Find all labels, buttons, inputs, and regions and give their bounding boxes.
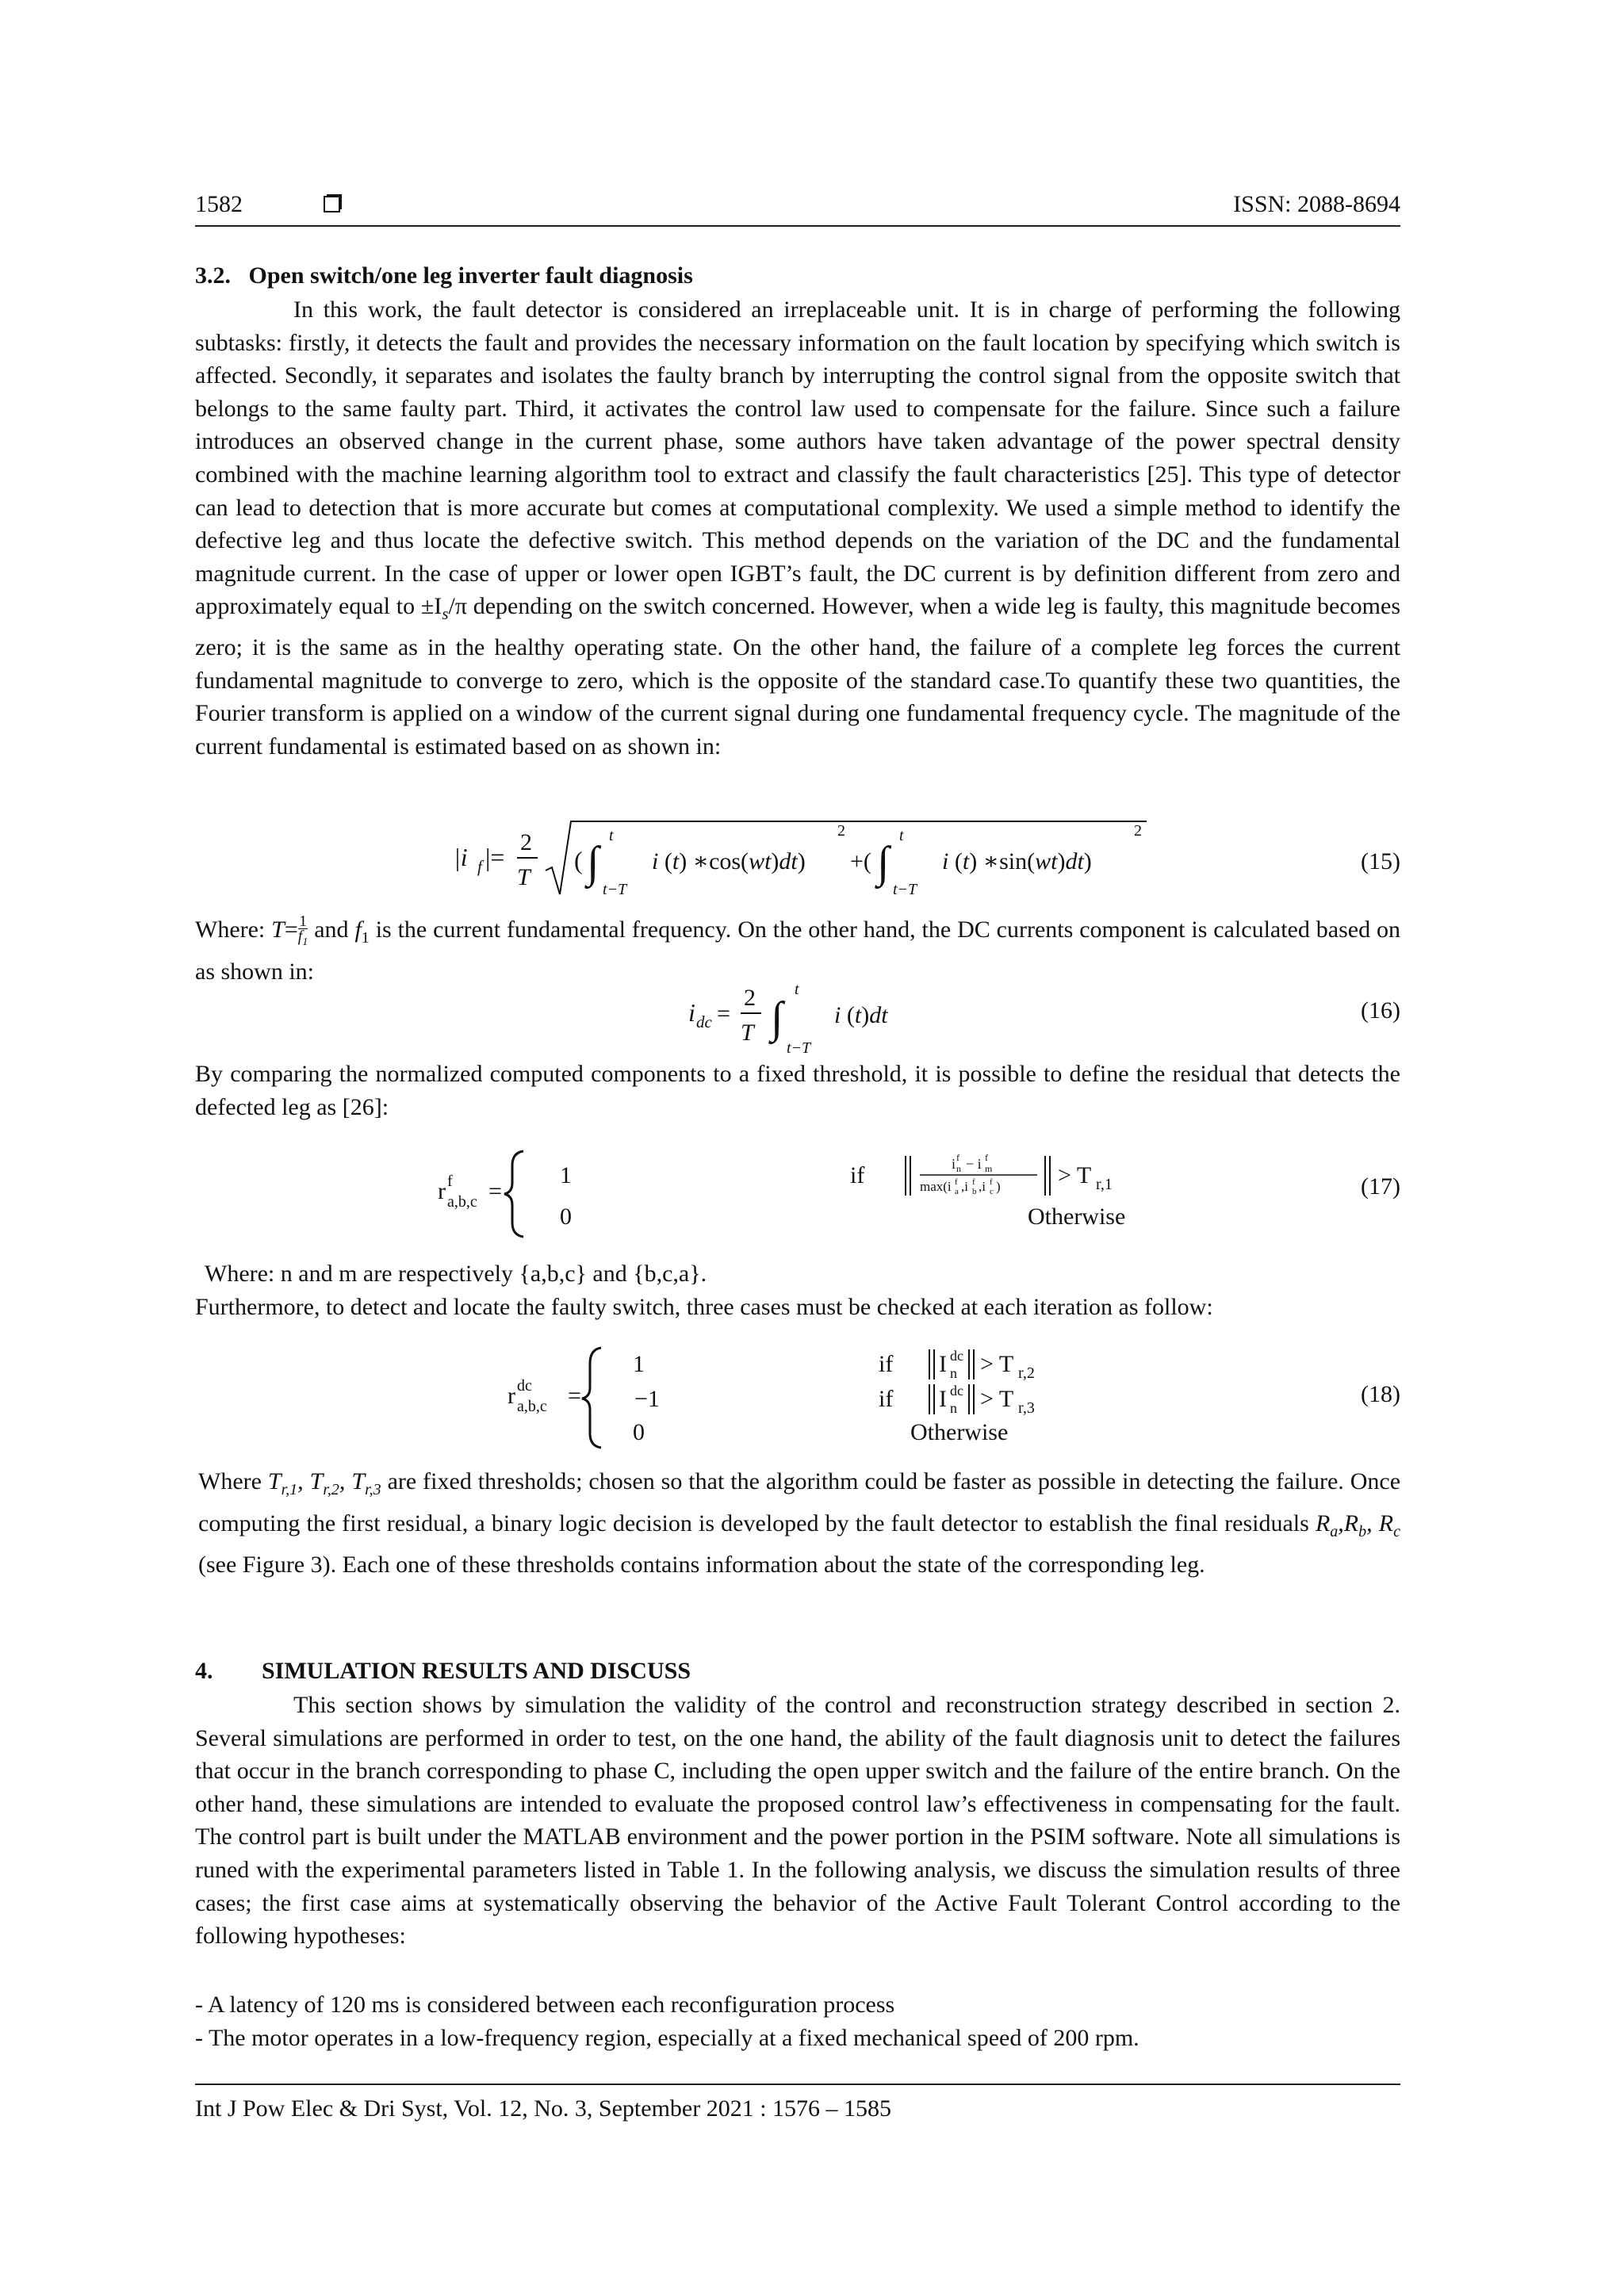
svg-text:− i: − i [966,1156,982,1172]
svg-text:1: 1 [560,1162,572,1188]
svg-text:f: f [990,1177,993,1187]
svg-text:∫: ∫ [587,838,599,887]
svg-text:r,1: r,1 [1096,1176,1113,1193]
svg-text:I: I [939,1386,947,1412]
svg-text:t−T: t−T [893,881,917,898]
svg-text:i (t)dt: i (t)dt [834,1002,888,1028]
thresholds-text-c: (see Figure 3). Each one of these thresholds contains information about the state of the corresponding leg. [198,1552,1205,1578]
equation-16 [682,974,952,1061]
svg-text:t: t [795,981,799,998]
thresholds-paragraph [198,1465,1400,1582]
hypothesis-item-2: - The motor operates in a low-frequency region, especially at a fixed mechanical speed of 200 rpm. [195,2025,1139,2051]
svg-text:0: 0 [560,1203,572,1230]
math-thresholds: $T_{r,1}$, $T_{r,2}$, $T_{r,3}$ [267,1468,381,1498]
svg-text:dc: dc [950,1383,963,1399]
equation-18-number: (18) [1361,1381,1400,1407]
svg-text:> T: > T [1058,1162,1092,1188]
svg-text:i (t) ∗cos(wt)dt): i (t) ∗cos(wt)dt) [652,848,806,874]
where-and: and [308,916,355,943]
equation-15 [444,809,1158,904]
svg-text:c: c [990,1187,994,1196]
svg-text:2: 2 [837,822,845,840]
equation-16-number: (16) [1361,997,1400,1024]
svg-text:,i: ,i [979,1179,986,1194]
paragraph-text-continued: /π depending on the switch concerned. However, when a wide leg is faulty, this magnitude becomes zero; it is the same as in the healthy operating state. On the other hand, the failure of a complete leg forces the current fundamental magnitude to converge to zero, which is the opposite of the standard case.To quantify these two quantities, the Fourier transform is applied on a window of the current signal during one fundamental frequency cycle. The magnitude of the current fundamental is estimated based on as shown in: [195,593,1400,760]
svg-text:2: 2 [744,985,756,1011]
paragraph-text: In this work, the fault detector is considered an irreplaceable unit. It is in charge of performing the following subtasks: firstly, it detects the fault and provides the necessary information on the fault location by specifying which switch is affected. Secondly, it separates and isolates the faulty branch by interrupting the control signal from the opposite switch that belongs to the same faulty part. Third, it activates the control law used to compensate for the failure. Since such a failure introduces an observed change in the current phase, some authors have taken advantage of the power spectral density combined with the machine learning algorithm tool to extract and classify the fault characteristics [25]. This type of detector can lead to detection that is more accurate but comes at computational complexity. We used a simple method to identify the defective leg and thus locate the defective switch. This method depends on the variation of the DC and the fundamental magnitude current. In the case of upper or lower open IGBT’s fault, the DC current is by definition different from zero and approximately equal to ±I [195,297,1400,620]
svg-text:a,b,c: a,b,c [447,1193,477,1211]
svg-text:∫: ∫ [877,838,890,887]
issn-label: ISSN: 2088-8694 [1233,191,1400,217]
svg-text:> T: > T [980,1386,1014,1412]
where-text: is the current fundamental frequency. On the other hand, the DC currents component is calculated based on as shown in: [195,916,1400,985]
svg-text:|=: |= [485,843,505,871]
svg-text:): ) [996,1179,1001,1194]
svg-text:1: 1 [633,1351,645,1377]
svg-text:t: t [609,827,614,844]
svg-text:if: if [879,1386,894,1412]
equation-17 [428,1142,1189,1245]
svg-text:2: 2 [1134,822,1142,840]
svg-text:i (t) ∗sin(wt)dt): i (t) ∗sin(wt)dt) [942,848,1092,874]
svg-text:f: f [955,1177,958,1187]
svg-text:∫: ∫ [771,993,783,1043]
svg-text:dc: dc [950,1348,963,1364]
residual-paragraph: By comparing the normalized computed components to a fixed threshold, it is possible to define the residual that detects the defected leg as [26]: [195,1061,1400,1120]
svg-text:r: r [508,1383,515,1409]
svg-text:f: f [956,1152,959,1163]
section-4-paragraph: This section shows by simulation the validity of the control and reconstruction strategy described in section 2. Several simulations are performed in order to test, on the one hand, the ability of the fault diagnosis unit to detect the failures that occur in the branch corresponding to phase C, including the open upper switch and the failure of the entire branch. On the other hand, these simulations are intended to evaluate the proposed control law’s effectiveness in compensating for the fault. The control part is built under the MATLAB environment and the power portion in the PSIM software. Note all simulations is runed with the experimental parameters listed in Table 1. In the following analysis, we discuss the simulation results of three cases; the first case aims at systematically observing the behavior of the Active Fault Tolerant Control according to the following hypotheses: [195,1692,1400,1950]
svg-text:a,b,c: a,b,c [517,1398,547,1415]
svg-text:,i: ,i [961,1179,968,1194]
svg-text:dc: dc [696,1012,712,1031]
svg-text:b: b [972,1187,977,1196]
equation-18 [492,1340,1126,1451]
math-residuals: $R_a,R_b$, $R_c$ [1315,1510,1400,1540]
page-number: 1582 [195,191,243,217]
svg-text:−1: −1 [634,1386,660,1412]
svg-text:|i: |i [454,843,468,871]
svg-text:+(: +( [850,848,871,874]
svg-text:n: n [950,1400,957,1416]
svg-text:n: n [950,1365,957,1381]
section-4-number: 4. [195,1658,213,1684]
svg-text:0: 0 [633,1419,645,1445]
svg-text:I: I [939,1351,947,1377]
svg-text:T: T [741,1020,754,1046]
svg-text:=: = [568,1383,581,1409]
where-paragraph: Where: T= $\frac{1}{f_1}$ and $f_1$ is the current fundamental frequency. On the other hand, the DC currents component is calculated based on as shown in: [195,912,1400,985]
svg-text:T: T [517,864,530,890]
svg-text:f: f [477,857,482,876]
svg-text:if: if [879,1351,894,1377]
equation-15-number: (15) [1361,848,1400,874]
thresholds-text-a: Where [198,1468,268,1494]
svg-text:i: i [688,998,695,1027]
svg-text:n: n [956,1163,961,1174]
where-label: Where: [195,916,272,943]
section-4-heading: SIMULATION RESULTS AND DISCUSS [262,1658,691,1684]
svg-text:t−T: t−T [787,1039,811,1057]
svg-text:max(i: max(i [920,1179,952,1194]
svg-text:(: ( [574,846,583,874]
hypothesis-item-1: - A latency of 120 ms is considered between each reconfiguration process [195,1992,895,2018]
svg-text:f: f [985,1152,988,1163]
eq17-if-label: if [850,1162,865,1188]
furthermore-line: Furthermore, to detect and locate the faulty switch, three cases must be checked at each iteration as follow: [195,1294,1213,1320]
math-fraction: $\frac{1}{f_1}$ [297,912,308,948]
svg-text:r,2: r,2 [1018,1364,1035,1382]
svg-text:m: m [985,1163,993,1174]
eq18-otherwise-label: Otherwise [910,1419,1009,1445]
svg-text:t−T: t−T [603,881,627,898]
where-nm-line: Where: n and m are respectively {a,b,c} and {b,c,a}. [205,1261,707,1287]
svg-text:2: 2 [520,829,532,855]
section-3-2-paragraph [195,293,1400,763]
svg-text:=: = [717,1001,730,1027]
section-3-2-heading: 3.2. Open switch/one leg inverter fault diagnosis [195,262,693,289]
equation-17-number: (17) [1361,1173,1400,1200]
svg-text:=: = [488,1178,502,1204]
journal-square-icon [324,193,343,212]
svg-text:> T: > T [980,1351,1014,1377]
svg-text:dc: dc [517,1377,532,1395]
paragraph-subscript: s [442,604,449,624]
thresholds-text-b: are fixed thresholds; chosen so that the algorithm could be faster as possible in detecting the failure. Once computing the first residual, a binary logic decision is developed by the fault detector to establish the final residuals [198,1468,1401,1536]
eq17-otherwise-label: Otherwise [1028,1203,1126,1230]
svg-text:t: t [899,827,904,844]
math-T-def: T [271,916,285,943]
svg-text:a: a [955,1187,959,1196]
svg-text:i: i [952,1156,956,1172]
footer-rule [195,2084,1400,2085]
svg-text:f: f [447,1173,453,1190]
header-rule [195,225,1400,227]
footer-citation: Int J Pow Elec & Dri Syst, Vol. 12, No. 3, September 2021 : 1576 – 1585 [195,2095,892,2122]
math-f1: f [354,916,362,943]
svg-text:r,3: r,3 [1018,1399,1035,1417]
svg-text:r: r [438,1178,446,1204]
svg-text:f: f [972,1177,975,1187]
